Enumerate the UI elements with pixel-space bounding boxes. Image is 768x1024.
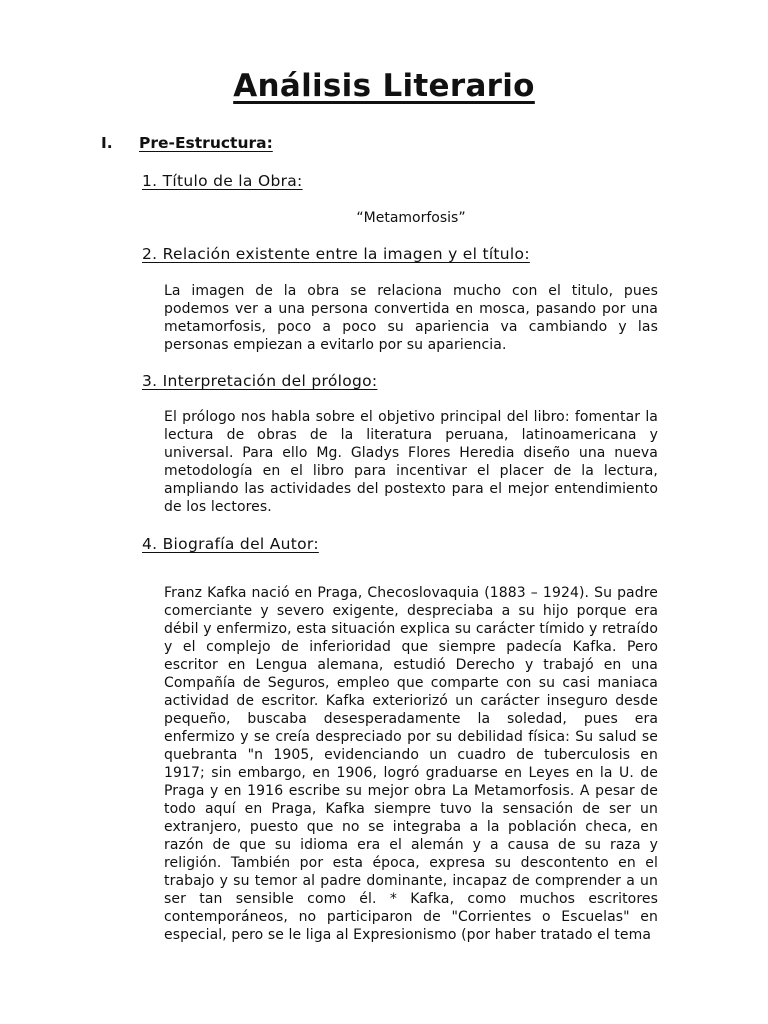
heading-interpretacion-prologo: 3. Interpretación del prólogo: xyxy=(142,372,378,390)
heading-relacion-imagen-titulo: 2. Relación existente entre la imagen y el título: xyxy=(142,245,530,263)
paragraph-prologo: El prólogo nos habla sobre el objetivo principal del libro: fomentar la lectura de obras de la literatura peruana, latinoamericana y universal. Para ello Mg. Gladys Flores Heredia diseño una nueva metodología en el libro para incentivar el placer de la lectura, ampliando las actividades del postexto para el mejor entendimiento de los lectores. xyxy=(164,409,658,515)
section-heading-pre-estructura xyxy=(101,134,273,152)
section-label: Pre-Estructura: xyxy=(139,134,273,152)
paragraph-biografia: Franz Kafka nació en Praga, Checoslovaquia (1883 – 1924). Su padre comerciante y severo exigente, despreciaba a su hijo porque era débil y enfermizo, esta situación explica su carácter tímido y retraído y el complejo de inferioridad que siempre padecía Kafka. Pero escritor en Lengua alemana, estudió Derecho y trabajó en una Compañía de Seguros, empleo que comparte con su casi maniaca actividad de escritor. Kafka exteriorizó un carácter inseguro desde pequeño, buscaba desesperadamente la soledad, pues era enfermizo y se creía despreciado por su debilidad física: Su salud se quebranta "n 1905, evidenciando un cuadro de tuberculosis en 1917; sin embargo, en 1906, logró graduarse en Leyes en la U. de Praga y en 1916 escribe su mejor obra La Metamorfosis. A pesar de todo aquí en Praga, Kafka siempre tuvo la sensación de ser un extranjero, puesto que no se integraba a la población checa, en razón de que su idioma era el alemán y a causa de su raza y religión. También por esta época, expresa su descontento en el trabajo y su temor al padre dominante, incapaz de comprender a un ser tan sensible como él. * Kafka, como muchos escritores contemporáneos, no participaron de "Corrientes o Escuelas" en especial, pero se le liga al Expresionismo (por haber tratado el tema xyxy=(164,585,658,943)
work-title-text: “Metamorfosis” xyxy=(356,210,466,226)
paragraph-relacion: La imagen de la obra se relaciona mucho con el titulo, pues podemos ver a una persona convertida en mosca, pasando por una metamorfosis, poco a poco su apariencia va cambiando y las personas empiezan a evitarlo por su apariencia. xyxy=(164,283,658,353)
heading-titulo-obra: 1. Título de la Obra: xyxy=(142,172,303,190)
section-numeral: I. xyxy=(101,134,113,152)
heading-biografia-autor: 4. Biografía del Autor: xyxy=(142,535,319,553)
document-title: Análisis Literario xyxy=(233,68,535,104)
